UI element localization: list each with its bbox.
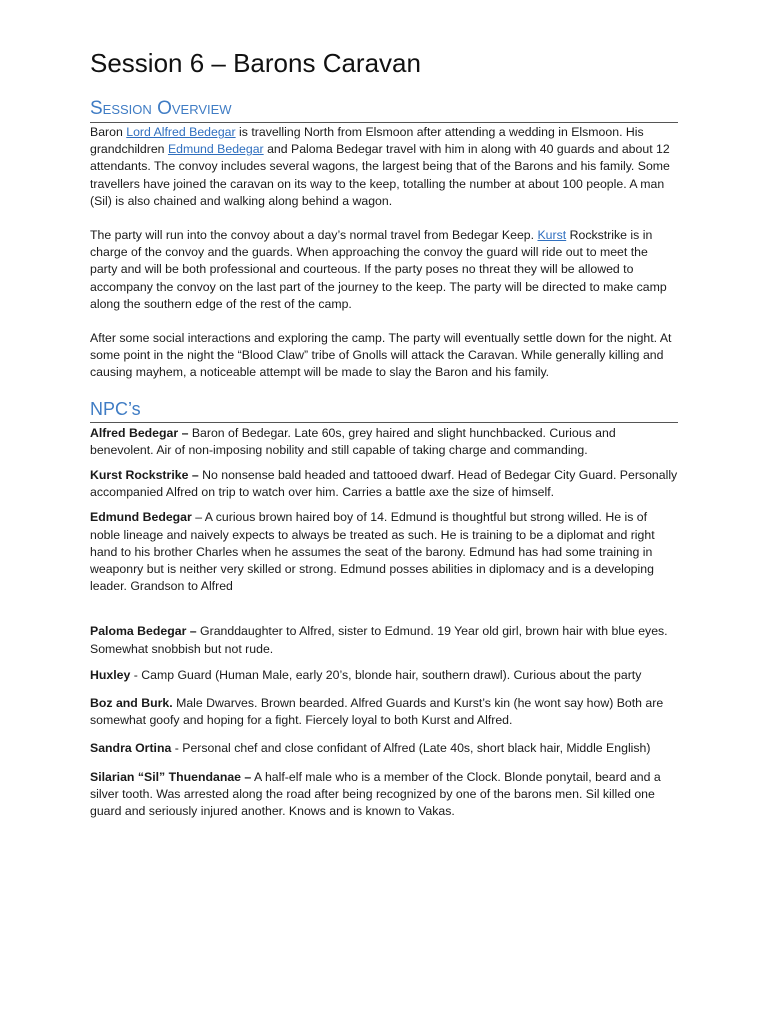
npc-entry-kurst <box>90 467 678 501</box>
npc-name: Sandra Ortina <box>90 741 172 756</box>
npc-name: Boz and Burk. <box>90 696 173 711</box>
npc-entry-alfred <box>90 425 678 459</box>
overview-paragraph-2 <box>90 227 678 313</box>
document-title: Session 6 – Barons Caravan <box>90 48 421 78</box>
section-heading-npcs: NPC’s <box>90 397 678 423</box>
npc-name: Huxley <box>90 667 131 682</box>
npc-description: Granddaughter to Alfred, sister to Edmund. 19 Year old girl, brown hair with blue eyes. Somewhat snobbish but not rude. <box>90 624 668 656</box>
npc-entry-huxley <box>90 667 678 684</box>
document-page <box>90 46 678 820</box>
overview-p2-text-1: The party will run into the convoy about a day’s normal travel from Bedegar Keep. <box>90 228 538 243</box>
npc-name: Edmund Bedegar <box>90 510 192 525</box>
npc-entry-boz-and-burk <box>90 695 678 729</box>
npc-name: Kurst Rockstrike – <box>90 468 199 483</box>
npc-name: Paloma Bedegar – <box>90 624 197 639</box>
link-lord-alfred-bedegar[interactable]: Lord Alfred Bedegar <box>126 125 236 139</box>
npc-description: - Camp Guard (Human Male, early 20’s, blonde hair, southern drawl). Curious about the party <box>130 667 642 682</box>
npc-name: Silarian “Sil” Thuendanae – <box>90 769 252 784</box>
npc-description: A half-elf male who is a member of the Clock. Blonde ponytail, beard and a silver tooth. Was arrested along the road after being recognized by one of the barons men. Sil killed one guard and seriously injured another. Knows and is known to Vakas. <box>90 769 661 819</box>
overview-p2-text-2: Rockstrike is in charge of the convoy and the guards. When approaching the convoy the guard will ride out to meet the party and will be both professional and courteous. If the party poses no threat they will be allowed to accompany the convoy on the last part of the journey to the keep. The party will be directed to make camp along the southern edge of the rest of the camp. <box>90 228 667 311</box>
npc-name: Alfred Bedegar – <box>90 425 189 440</box>
overview-p1-text-2: is travelling North from Elsmoon after attending a wedding in Elsmoon. His grandchildren <box>90 125 644 157</box>
overview-p1-text-3: and Paloma Bedegar travel with him in along with 40 guards and about 12 attendants. The convoy includes several wagons, the largest being that of the Barons and his family. Some travellers have joined the caravan on its way to the keep, totalling the number at about 100 people. A man (Sil) is also chained and walking along behind a wagon. <box>90 142 670 208</box>
overview-paragraph-1 <box>90 124 678 210</box>
overview-p1-text-1: Baron <box>90 125 127 139</box>
npc-description: No nonsense bald headed and tattooed dwarf. Head of Bedegar City Guard. Personally accompanied Alfred on trip to watch over him. Carries a battle axe the size of himself. <box>90 468 678 500</box>
npc-description: - Personal chef and close confidant of Alfred (Late 40s, short black hair, Middle English) <box>171 741 651 756</box>
npc-description: Male Dwarves. Brown bearded. Alfred Guards and Kurst’s kin (he wont say how) Both are somewhat goofy and hoping for a fight. Fiercely loyal to both Kurst and Alfred. <box>90 696 664 728</box>
section-heading-overview: Session Overview <box>90 97 678 123</box>
npc-entry-sandra <box>90 740 678 757</box>
npc-description: Baron of Bedegar. Late 60s, grey haired and slight hunchbacked. Curious and benevolent. Air of non-imposing nobility and still capable of taking charge and commanding. <box>90 425 616 457</box>
npc-entry-edmund <box>90 509 678 595</box>
link-edmund-bedegar[interactable]: Edmund Bedegar <box>167 142 264 157</box>
overview-paragraph-3: After some social interactions and exploring the camp. The party will eventually settle down for the night. At some point in the night the “Blood Claw” tribe of Gnolls will attack the Caravan. While generally killing and causing mayhem, a noticeable attempt will be made to slay the Baron and his family. <box>90 331 672 380</box>
npc-description: – A curious brown haired boy of 14. Edmund is thoughtful but strong willed. He is of noble lineage and naively expects to always be treated as such. He is training to be a diplomat and right hand to his brother Charles when he assumes the seat of the barony. Edmund has had some training in weaponry but is neither very skilled or strong. Edmund posses abilities in diplomacy and is a developing leader. Grandson to Alfred <box>90 510 655 594</box>
link-kurst[interactable]: Kurst <box>537 228 567 243</box>
npc-entry-paloma <box>90 623 678 657</box>
npc-entry-silarian <box>90 769 678 821</box>
